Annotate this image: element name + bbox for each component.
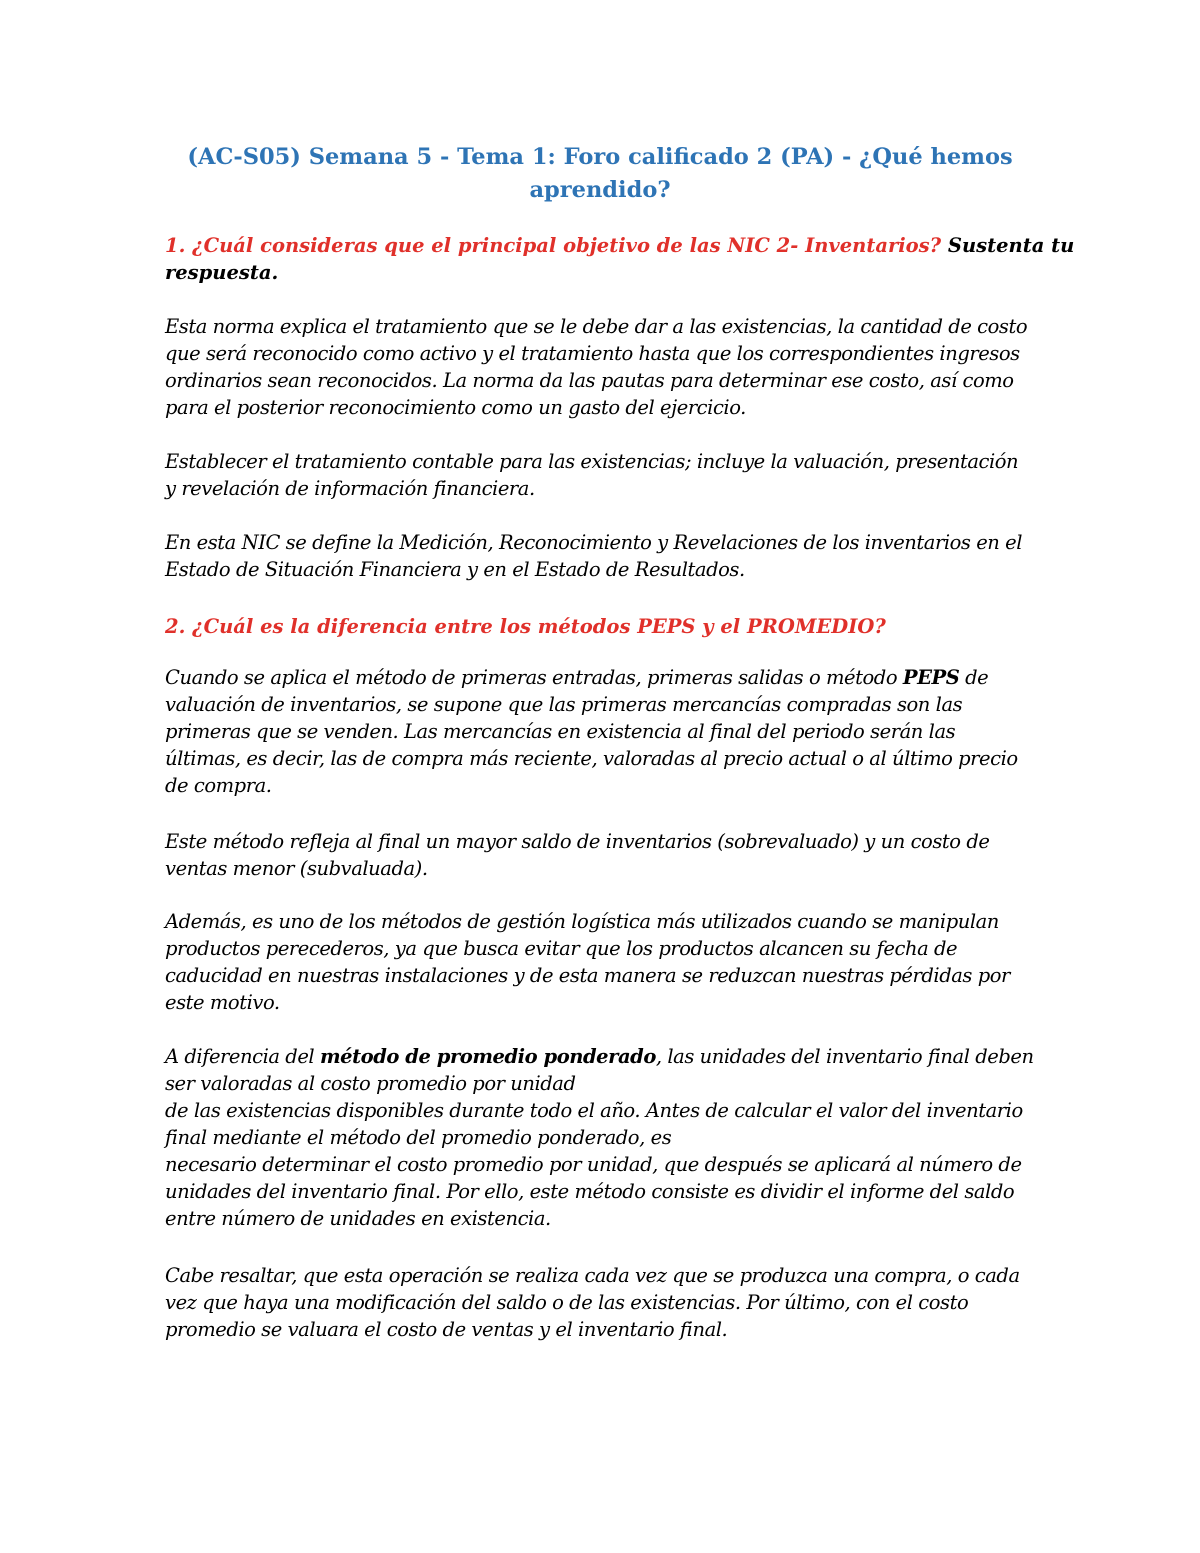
text-line: Establecer el tratamiento contable para las existencias; incluye la valuación, presentación	[165, 450, 1019, 473]
answer-2-paragraph-1	[165, 664, 1045, 799]
question-1	[165, 232, 1075, 286]
text-line: promedio se valuara el costo de ventas y el inventario final.	[165, 1318, 728, 1341]
text-line: para el posterior reconocimiento como un gasto del ejercicio.	[165, 396, 746, 419]
title-line-2: aprendido?	[529, 177, 671, 203]
peps-term: PEPS	[902, 666, 960, 689]
text-line: ser valoradas al costo promedio por unidad	[165, 1072, 576, 1095]
answer-1-paragraph-2	[165, 448, 1045, 502]
text-segment: A diferencia del	[165, 1045, 320, 1068]
text-line: de compra.	[165, 774, 272, 797]
text-segment: Cuando se aplica el método de primeras entradas, primeras salidas o método	[165, 666, 903, 689]
text-line: productos perecederos, ya que busca evitar que los productos alcancen su fecha de	[165, 937, 958, 960]
text-line: este motivo.	[165, 991, 280, 1014]
text-line: entre número de unidades en existencia.	[165, 1207, 551, 1230]
text-line: Esta norma explica el tratamiento que se le debe dar a las existencias, la cantidad de costo	[165, 315, 1028, 338]
answer-2-paragraph-5	[165, 1262, 1045, 1343]
text-line: En esta NIC se define la Medición, Reconocimiento y Revelaciones de los inventarios en el	[165, 531, 1023, 554]
text-line: Estado de Situación Financiera y en el Estado de Resultados.	[165, 558, 745, 581]
answer-2-paragraph-3	[165, 908, 1045, 1016]
answer-2-paragraph-4	[165, 1043, 1045, 1232]
question-1-text: 1. ¿Cuál consideras que el principal objetivo de las NIC 2- Inventarios?	[165, 234, 942, 257]
text-segment: de	[959, 666, 989, 689]
text-line: caducidad en nuestras instalaciones y de esta manera se reduzcan nuestras pérdidas por	[165, 964, 1010, 987]
text-line: y revelación de información financiera.	[165, 477, 535, 500]
weighted-average-term: método de promedio ponderado	[319, 1045, 656, 1068]
text-line: final mediante el método del promedio ponderado, es	[165, 1126, 672, 1149]
text-line: ordinarios sean reconocidos. La norma da las pautas para determinar ese costo, así como	[165, 369, 1014, 392]
title-line-1: (AC-S05) Semana 5 - Tema 1: Foro calificado 2 (PA) - ¿Qué hemos	[187, 144, 1013, 170]
text-line: últimas, es decir, las de compra más reciente, valoradas al precio actual o al último precio	[165, 747, 1018, 770]
question-2	[165, 613, 1035, 640]
text-line: primeras que se venden. Las mercancías en existencia al final del periodo serán las	[165, 720, 956, 743]
answer-1-paragraph-3	[165, 529, 1045, 583]
text-line: que será reconocido como activo y el tratamiento hasta que los correspondientes ingresos	[165, 342, 1020, 365]
question-1-prompt-b: respuesta.	[165, 261, 279, 284]
text-line: de las existencias disponibles durante todo el año. Antes de calcular el valor del inventario	[165, 1099, 1023, 1122]
text-line: Este método refleja al final un mayor saldo de inventarios (sobrevaluado) y un costo de	[165, 830, 990, 853]
text-line: Además, es uno de los métodos de gestión logística más utilizados cuando se manipulan	[165, 910, 999, 933]
question-1-prompt-a: Sustenta tu	[947, 234, 1075, 257]
answer-1-paragraph-1	[165, 313, 1045, 421]
question-2-text: 2. ¿Cuál es la diferencia entre los métodos PEPS y el PROMEDIO?	[165, 615, 886, 638]
text-line: Cabe resaltar, que esta operación se realiza cada vez que se produzca una compra, o cada	[165, 1264, 1020, 1287]
answer-2-paragraph-2	[165, 828, 1045, 882]
document-title	[165, 141, 1035, 207]
text-line: valuación de inventarios, se supone que las primeras mercancías compradas son las	[165, 693, 963, 716]
text-segment: , las unidades del inventario final deben	[655, 1045, 1034, 1068]
text-line: necesario determinar el costo promedio por unidad, que después se aplicará al número de	[165, 1153, 1022, 1176]
text-line: vez que haya una modificación del saldo o de las existencias. Por último, con el costo	[165, 1291, 969, 1314]
text-line: ventas menor (subvaluada).	[165, 857, 428, 880]
text-line: unidades del inventario final. Por ello, este método consiste es dividir el informe del saldo	[165, 1180, 1015, 1203]
